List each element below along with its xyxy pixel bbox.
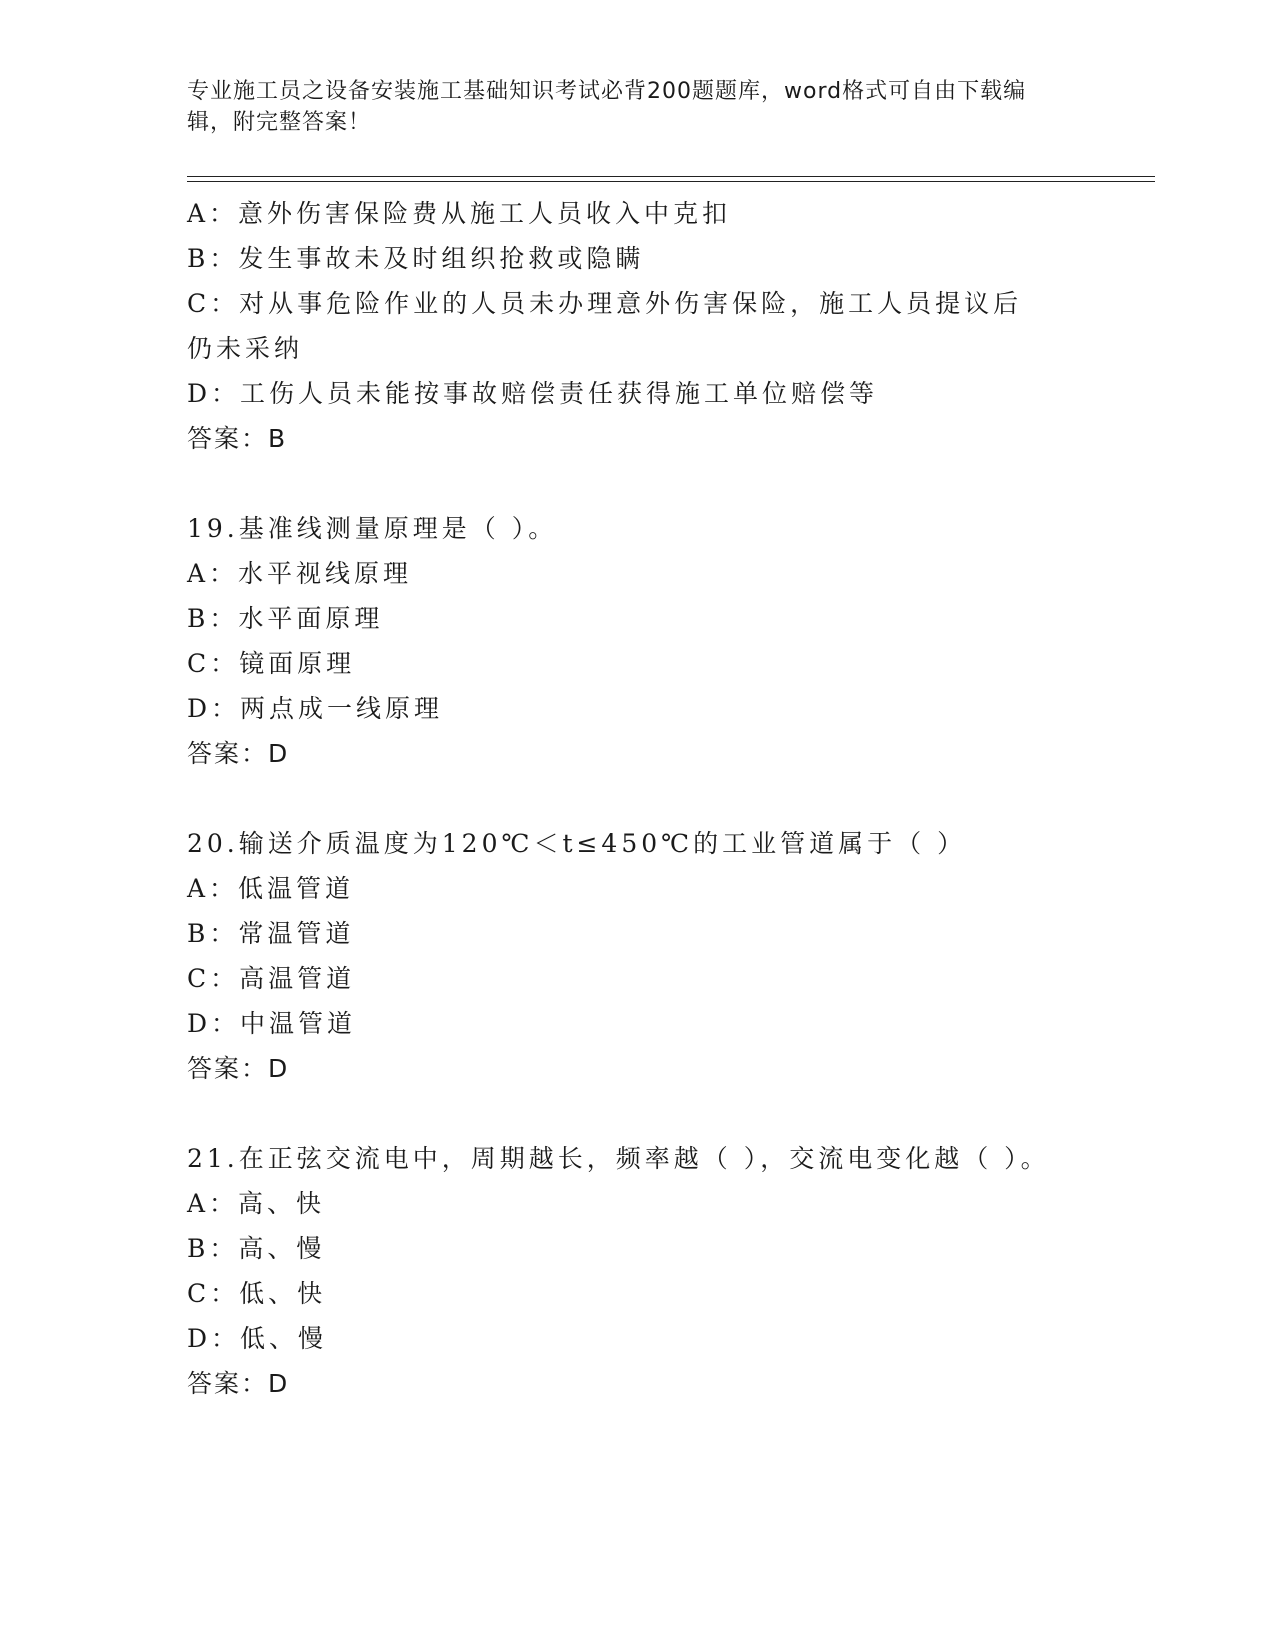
option-c: C：高温管道 [187, 964, 356, 993]
question-text: 21.在正弦交流电中，周期越长，频率越（ ），交流电变化越（ ）。 [187, 1144, 1050, 1173]
header-divider-top [187, 176, 1155, 177]
option-c: C：对从事危险作业的人员未办理意外伤害保险，施工人员提议后仍未采纳 [187, 289, 1023, 363]
answer-label: 答案：B [187, 424, 288, 453]
option-a: A：低温管道 [187, 874, 355, 903]
option-b: B：水平面原理 [187, 604, 384, 633]
answer-label: 答案：D [187, 1369, 290, 1398]
question-20 [187, 821, 1087, 1091]
spacer [187, 461, 1087, 506]
question-18 [187, 191, 1087, 461]
answer-label: 答案：D [187, 739, 290, 768]
question-text: 19.基准线测量原理是（ ）。 [187, 514, 558, 543]
option-c: C：低、快 [187, 1279, 327, 1308]
option-d: D：中温管道 [187, 1009, 357, 1038]
option-a: A：意外伤害保险费从施工人员收入中克扣 [187, 199, 732, 228]
option-d: D：工伤人员未能按事故赔偿责任获得施工单位赔偿等 [187, 379, 879, 408]
option-a: A：高、快 [187, 1189, 326, 1218]
answer-label: 答案：D [187, 1054, 290, 1083]
question-21 [187, 1136, 1087, 1406]
option-d: D：两点成一线原理 [187, 694, 444, 723]
option-d: D：低、慢 [187, 1324, 328, 1353]
option-b: B：发生事故未及时组织抢救或隐瞒 [187, 244, 645, 273]
header-divider-bottom [187, 181, 1155, 182]
option-b: B：高、慢 [187, 1234, 326, 1263]
question-19 [187, 506, 1087, 776]
option-a: A：水平视线原理 [187, 559, 413, 588]
spacer [187, 1091, 1087, 1136]
option-c: C：镜面原理 [187, 649, 356, 678]
option-b: B：常温管道 [187, 919, 355, 948]
document-header-title: 专业施工员之设备安装施工基础知识考试必背200题题库，word格式可自由下载编辑，附完整答案！ [187, 79, 1027, 135]
question-text: 20.输送介质温度为120℃＜t≤450℃的工业管道属于（ ） [187, 829, 967, 858]
question-list [187, 191, 1087, 1406]
spacer [187, 776, 1087, 821]
